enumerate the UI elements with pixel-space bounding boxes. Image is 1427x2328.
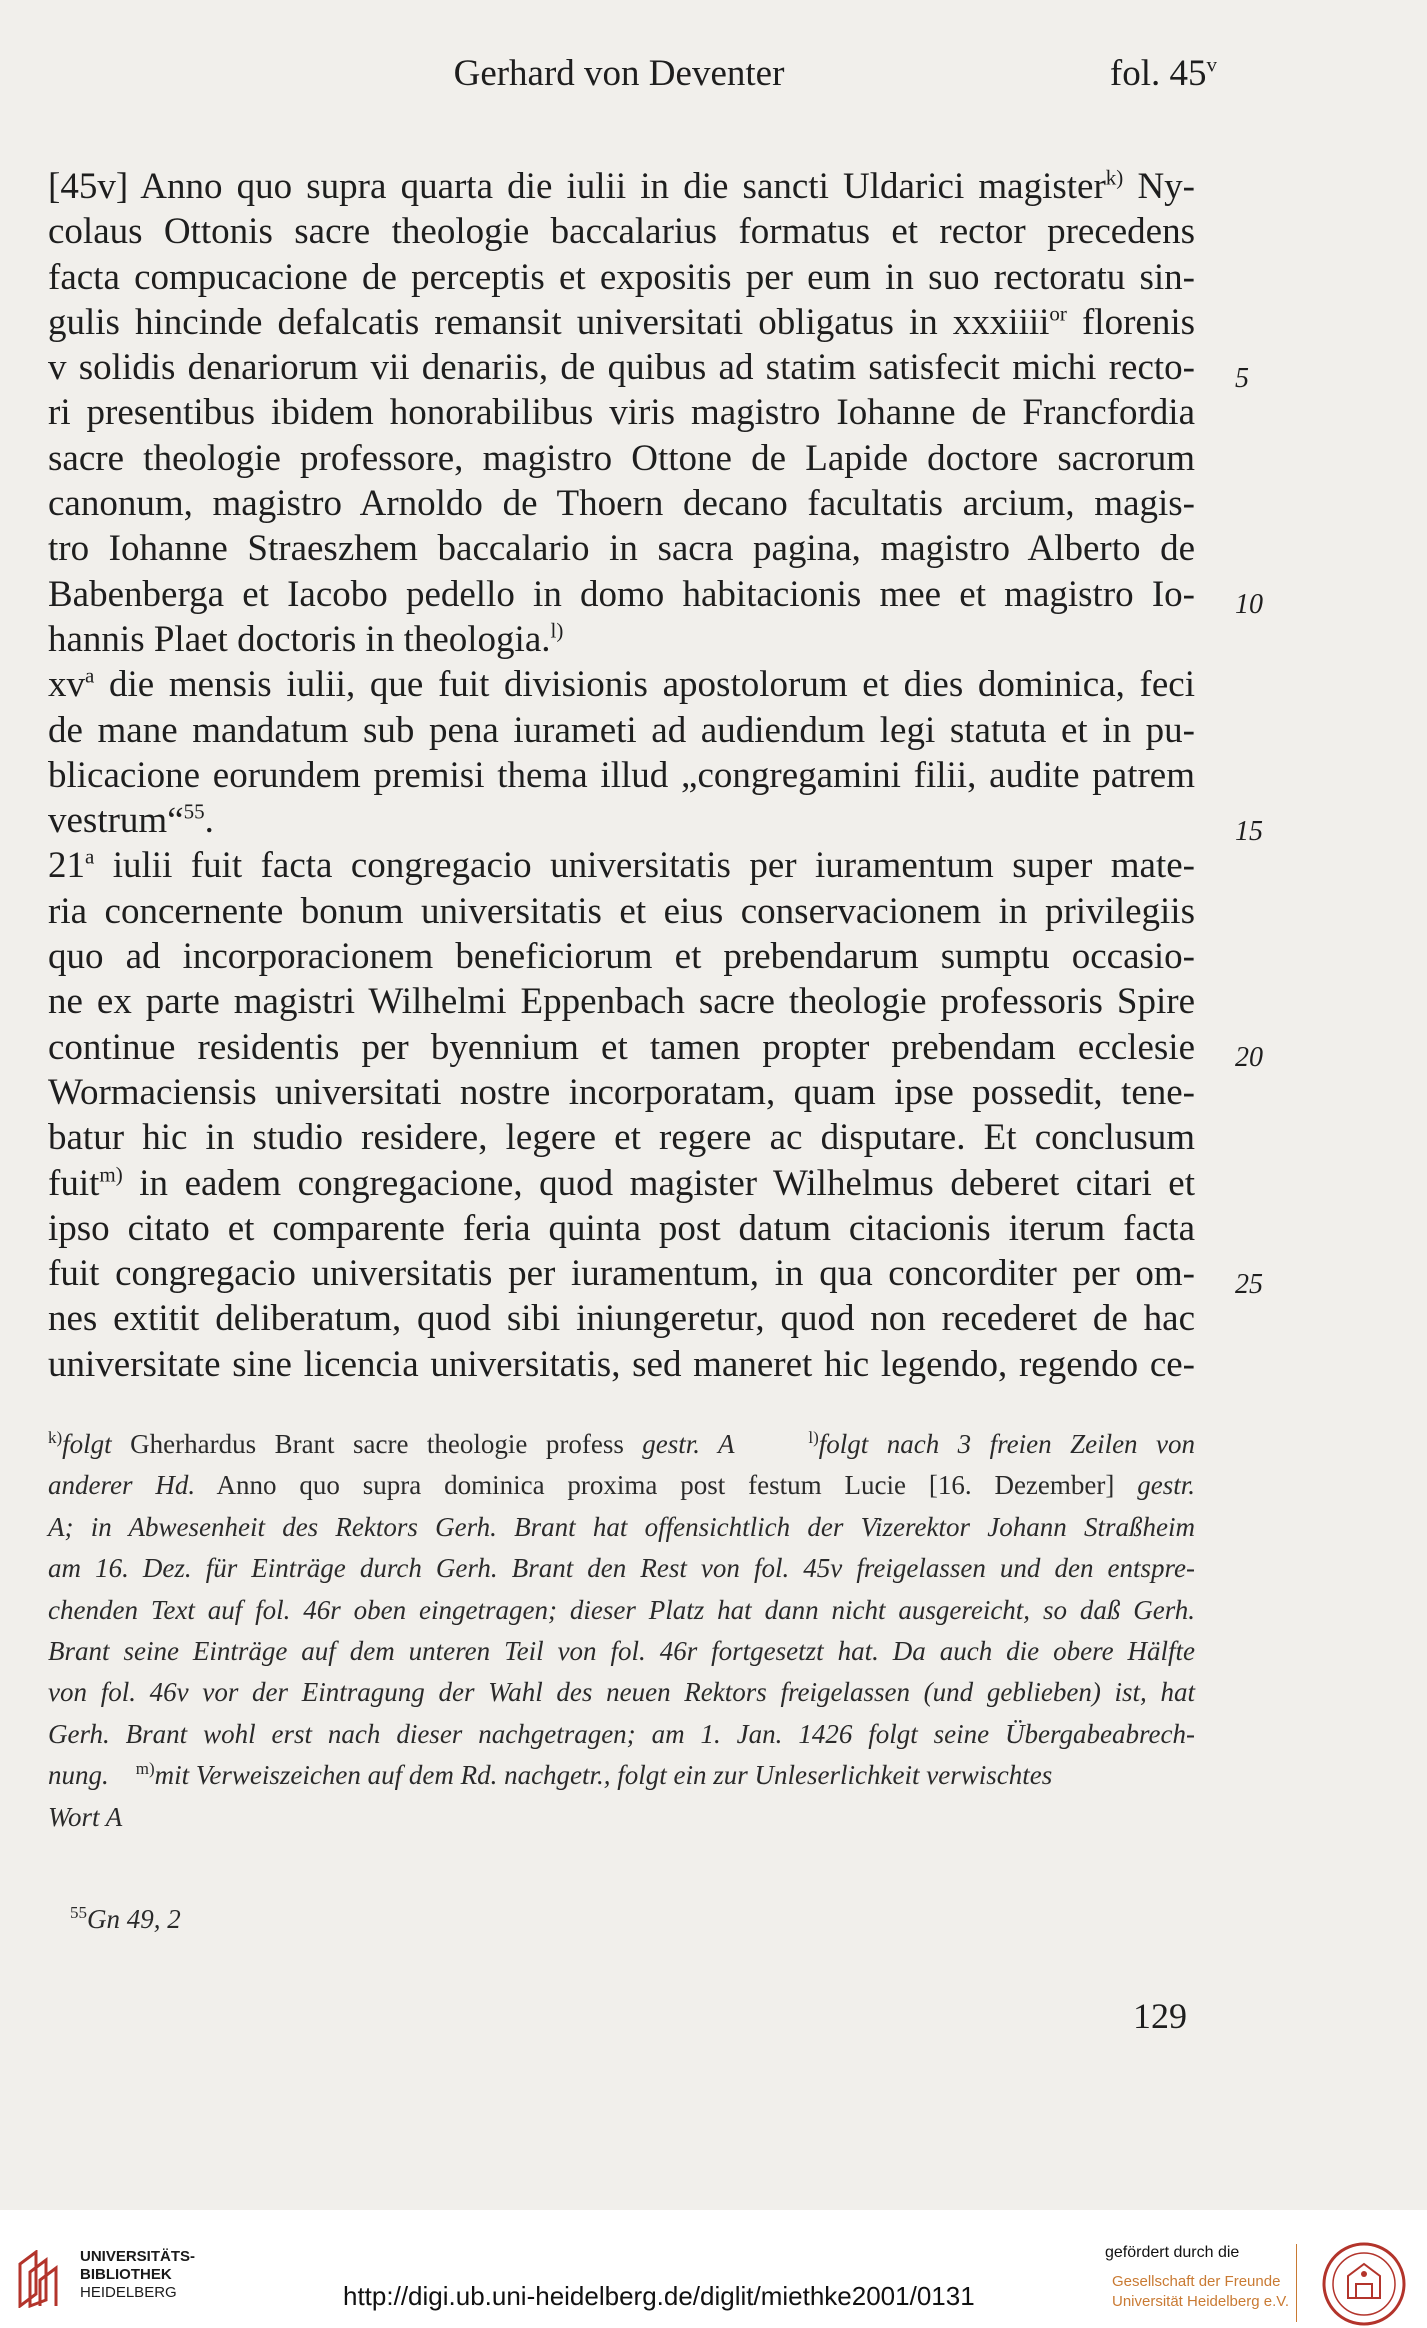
text-line: [45v] Anno quo supra quarta die iulii in die sancti Uldarici magister$^{k)}$ Ny- <box>48 165 1195 207</box>
text-line: Wormaciensis universitati nostre incorporatam, quam ipse possedit, tene- <box>48 1071 1195 1113</box>
text-line: fuit congregacio universitatis per iuramentum, in qua concorditer per om- <box>48 1253 1195 1295</box>
text-line: tro Iohanne Straeszhem baccalario in sacra pagina, magistro Alberto de <box>48 528 1195 570</box>
source-footnote: $^{55}$Gn 49, 2 <box>70 1903 181 1934</box>
text-line: quo ad incorporacionem beneficiorum et prebendarum sumptu occasio- <box>48 936 1195 978</box>
page-number: 129 <box>1133 1996 1187 2036</box>
text-line: colaus Ottonis sacre theologie baccalarius formatus et rector precedens <box>48 211 1195 253</box>
text-line: gulis hincinde defalcatis remansit universitati obligatus in xxxiiii$^{or}$ florenis <box>48 301 1195 343</box>
critical-apparatus <box>48 1424 1195 1838</box>
apparatus-line: von fol. 46v vor der Eintragung der Wahl des neuen Rektors freigelassen (und geblieben) ist, hat <box>48 1677 1195 1708</box>
apparatus-line: nung. $^{m)}$mit Verweiszeichen auf dem Rd. nachgetr., folgt ein zur Unleserlichkeit verwischtes <box>48 1759 1053 1791</box>
text-line: universitate sine licencia universitatis, sed maneret hic legendo, regendo ce- <box>48 1343 1195 1385</box>
text-line: ipso citato et comparente feria quinta post datum citacionis iterum facta <box>48 1207 1195 1249</box>
apparatus-line: anderer Hd. Anno quo supra dominica proxima post festum Lucie [16. Dezember] gestr. <box>48 1470 1195 1501</box>
line-number: 15 <box>1235 816 1263 847</box>
line-number: 10 <box>1235 589 1263 620</box>
apparatus-line: am 16. Dez. für Einträge durch Gerh. Brant den Rest von fol. 45v freigelassen und den entspre- <box>48 1553 1195 1584</box>
text-line: vestrum“$^{55}$. <box>48 799 214 842</box>
text-line: sacre theologie professore, magistro Ottone de Lapide doctore sacrorum <box>48 437 1195 479</box>
text-line: facta compucacione de perceptis et expositis per eum in suo rectoratu sin- <box>48 256 1195 298</box>
apparatus-line: A; in Abwesenheit des Rektors Gerh. Brant hat offensichtlich der Vizerektor Johann Straßheim <box>48 1511 1195 1542</box>
society-name: Gesellschaft der Freunde Universität Heidelberg e.V. <box>1112 2273 1290 2310</box>
running-head-author: Gerhard von Deventer <box>453 53 785 94</box>
text-line: canonum, magistro Arnoldo de Thoern decano facultatis arcium, magis- <box>48 483 1195 525</box>
library-name: UNIVERSITÄTS- BIBLIOTHEK HEIDELBERG <box>80 2248 196 2301</box>
text-line: de mane mandatum sub pena iurameti ad audiendum legi statuta et in pu- <box>48 709 1195 751</box>
line-number: 25 <box>1235 1269 1263 1300</box>
text-line: $xv^a$ die mensis iulii, que fuit divisionis apostolorum et dies dominica, feci <box>48 663 1195 706</box>
apparatus-line: Gerh. Brant wohl erst nach dieser nachgetragen; am 1. Jan. 1426 folgt seine Übergabeabrech- <box>48 1718 1195 1749</box>
university-seal-icon <box>1318 2240 1410 2328</box>
text-line: continue residentis per byennium et tamen propter prebendam ecclesie <box>48 1026 1195 1068</box>
text-line: batur hic in studio residere, legere et regere ac disputare. Et conclusum <box>48 1117 1195 1159</box>
line-number: 5 <box>1235 363 1249 394</box>
apparatus-line: chenden Text auf fol. 46r oben eingetragen; dieser Platz hat dann nicht ausgereicht, so daß Gerh. <box>48 1594 1195 1625</box>
line-number: 20 <box>1235 1042 1263 1073</box>
permalink-url[interactable]: http://digi.ub.uni-heidelberg.de/diglit/miethke2001/0131 <box>343 2281 975 2311</box>
text-line: hannis Plaet doctoris in theologia.$^{l)}$ <box>48 618 564 660</box>
text-line: 21$^a$ iulii fuit facta congregacio universitatis per iuramentum super mate- <box>48 845 1195 887</box>
apparatus-line: $^{k)}$folgt Gherhardus Brant sacre theologie profess gestr. A $^{l)}$folgt nach 3 freien Zeilen von <box>48 1428 1196 1459</box>
text-line: Babenberga et Iacobo pedello in domo habitacionis mee et magistro Io- <box>48 573 1195 615</box>
apparatus-line: Wort A <box>48 1801 123 1832</box>
library-logo-icon <box>14 2250 62 2308</box>
text-line: fuit$^{m)}$ in eadem congregacione, quod magister Wilhelmus deberet citari et <box>48 1162 1195 1204</box>
digitization-footer <box>0 2210 1427 2328</box>
funded-by-label: gefördert durch die <box>1105 2244 1240 2261</box>
text-line: blicacione eorundem premisi thema illud „congregamini filii, audite patrem <box>48 754 1195 796</box>
text-line: v solidis denariorum vii denariis, de quibus ad statim satisfecit michi recto- <box>48 347 1195 389</box>
running-head-folio: fol. 45$^v$ <box>1109 52 1217 94</box>
apparatus-line: Brant seine Einträge auf dem unteren Teil von fol. 46r fortgesetzt hat. Da auch die obere Hälfte <box>48 1635 1195 1666</box>
divider <box>1296 2244 1297 2322</box>
text-line: ria concernente bonum universitatis et eius conservacionem in privilegiis <box>48 890 1195 932</box>
text-line: ne ex parte magistri Wilhelmi Eppenbach sacre theologie professoris Spire <box>48 981 1195 1023</box>
text-line: ri presentibus ibidem honorabilibus viris magistro Iohanne de Francfordia <box>48 392 1195 434</box>
text-line: nes extitit deliberatum, quod sibi iniungeretur, quod non recederet de hac <box>48 1298 1195 1340</box>
main-text <box>48 164 1195 1387</box>
